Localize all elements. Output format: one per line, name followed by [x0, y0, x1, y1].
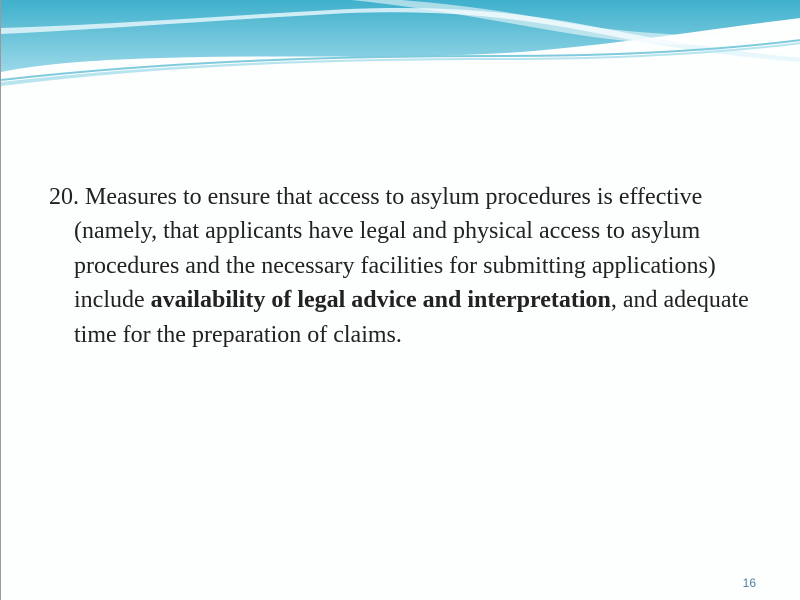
- slide-paragraph: [49, 180, 749, 352]
- header-wave-decoration: [1, 0, 800, 96]
- page-number: 16: [742, 576, 756, 590]
- paragraph-text-end: , and adequate time for the preparation of claims.: [74, 287, 749, 348]
- paragraph-bold-text: availability of legal advice and interpretation: [150, 287, 611, 314]
- paragraph-text-start: 20. Measures to ensure that access to asylum procedures is effective (namely, that applicants have legal and physical access to asylum procedures and the necessary facilities for submitting applications) include: [49, 184, 716, 314]
